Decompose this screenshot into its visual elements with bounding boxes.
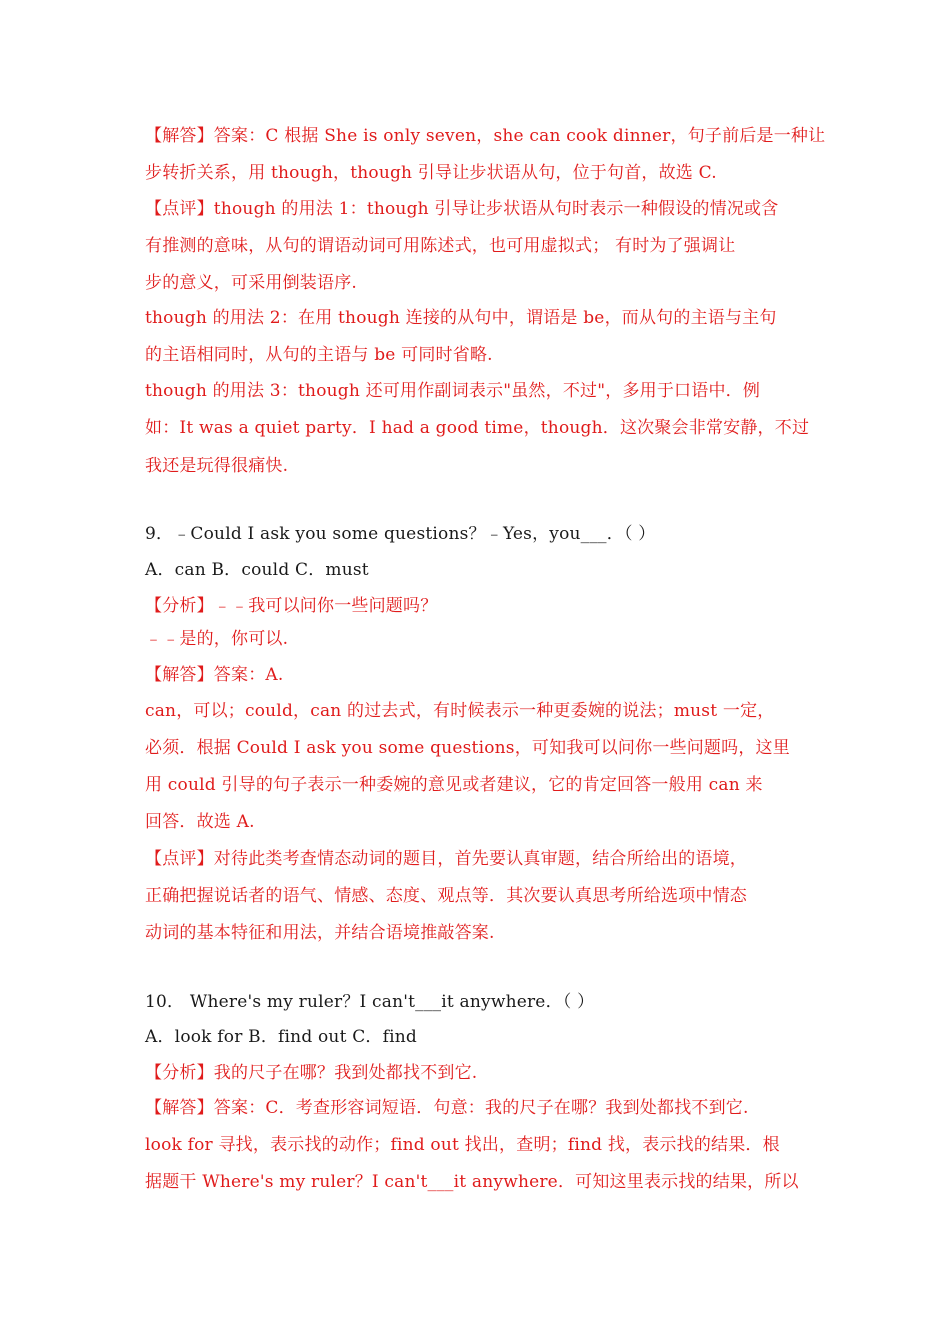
q9-answer-2: can，可以；could，can 的过去式，有时候表示一种更委婉的说法；must 一定， [145, 701, 775, 721]
q9-comment-1: 【点评】对待此类考查情态动词的题目，首先要认真审题，结合所给出的语境， [145, 849, 747, 869]
q10-analysis: 【分析】我的尺子在哪？我到处都找不到它. [145, 1063, 478, 1083]
q10-question: 10． Where's my ruler？I can't___it anywhere．（ ） [145, 992, 595, 1012]
q9-options: A．can B．could C．must [145, 560, 369, 580]
q9-answer-3: 必须．根据 Could I ask you some questions，可知我可以问你一些问题吗，这里 [145, 738, 790, 758]
answer8-line-5: 步的意义，可采用倒装语序. [145, 273, 358, 293]
q9-comment-2: 正确把握说话者的语气、情感、态度、观点等．其次要认真思考所给选项中情态 [145, 886, 747, 906]
answer8-line-4: 有推测的意味，从句的谓语动词可用陈述式，也可用虚拟式； 有时为了强调让 [145, 236, 736, 256]
q9-analysis-1: 【分析】﹣﹣我可以问你一些问题吗？ [145, 596, 438, 616]
q9-answer-4: 用 could 引导的句子表示一种委婉的意见或者建议，它的肯定回答一般用 can 来 [145, 775, 763, 795]
q9-analysis-2: ﹣﹣是的，你可以. [145, 629, 289, 649]
answer8-line-9: 如：It was a quiet party．I had a good time，though．这次聚会非常安静，不过 [145, 418, 810, 438]
answer8-line-10: 我还是玩得很痛快. [145, 456, 289, 476]
answer8-line-8: though 的用法 3：though 还可用作副词表示"虽然，不过"，多用于口语中．例 [145, 381, 761, 401]
answer8-line-1: 【解答】答案：C 根据 She is only seven，she can cook dinner，句子前后是一种让 [145, 126, 826, 146]
q9-answer-1: 【解答】答案：A. [145, 665, 284, 685]
answer8-line-6: though 的用法 2：在用 though 连接的从句中，谓语是 be，而从句的主语与主句 [145, 308, 777, 328]
q9-comment-3: 动词的基本特征和用法，并结合语境推敲答案. [145, 923, 495, 943]
q9-question: 9．﹣Could I ask you some questions？﹣Yes，you___．（ ） [145, 524, 656, 544]
answer8-line-3: 【点评】though 的用法 1：though 引导让步状语从句时表示一种假设的情况或含 [145, 199, 779, 219]
q10-answer-1: 【解答】答案：C．考查形容词短语．句意：我的尺子在哪？我到处都找不到它. [145, 1098, 749, 1118]
q10-options: A．look for B．find out C．find [145, 1027, 417, 1047]
q10-answer-3: 据题干 Where's my ruler？I can't___it anywhere．可知这里表示找的结果，所以 [145, 1172, 799, 1192]
answer8-line-7: 的主语相同时，从句的主语与 be 可同时省略. [145, 345, 493, 365]
q10-answer-2: look for 寻找，表示找的动作；find out 找出，查明；find 找，表示找的结果．根 [145, 1135, 780, 1155]
answer8-line-2: 步转折关系，用 though，though 引导让步状语从句，位于句首，故选 C. [145, 163, 717, 183]
q9-answer-5: 回答．故选 A. [145, 812, 255, 832]
